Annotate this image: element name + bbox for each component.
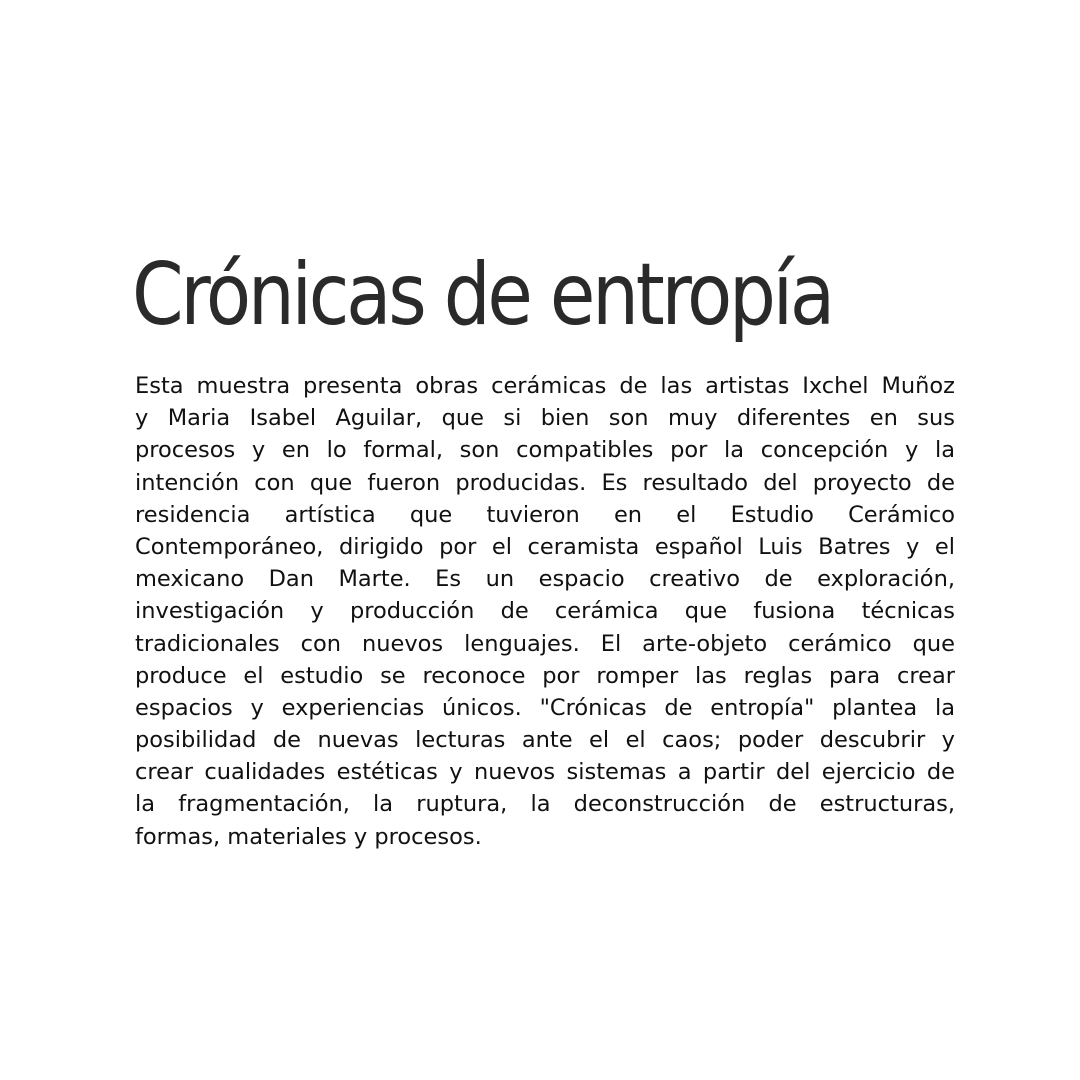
body-line: posibilidad de nuevas lecturas ante el el caos; poder descubrir y [135, 727, 955, 754]
body-line: investigación y producción de cerámica que fusiona técnicas [135, 598, 955, 625]
body-line: formas, materiales y procesos. [135, 823, 482, 850]
body-line: crear cualidades estéticas y nuevos sistemas a partir del ejercicio de [135, 759, 955, 786]
body-line: intención con que fueron producidas. Es resultado del proyecto de [135, 469, 955, 496]
body-line: Contemporáneo, dirigido por el ceramista español Luis Batres y el [135, 533, 955, 560]
body-line: procesos y en lo formal, son compatibles por la concepción y la [135, 437, 955, 464]
body-line: Esta muestra presenta obras cerámicas de las artistas Ixchel Muñoz [135, 373, 955, 399]
body-line: y Maria Isabel Aguilar, que si bien son muy diferentes en sus [135, 405, 955, 432]
body-line: tradicionales con nuevos lenguajes. El arte-objeto cerámico que [135, 630, 955, 657]
body-line: mexicano Dan Marte. Es un espacio creativo de exploración, [135, 566, 955, 593]
body-paragraph [135, 370, 955, 860]
body-line: residencia artística que tuvieron en el Estudio Cerámico [135, 501, 955, 528]
page-title: Crónicas de entropía [132, 245, 832, 345]
body-line: produce el estudio se reconoce por romper las reglas para crear [135, 662, 955, 689]
body-line: espacios y experiencias únicos. "Crónicas de entropía" plantea la [135, 694, 955, 721]
body-line: la fragmentación, la ruptura, la deconstrucción de estructuras, [135, 791, 955, 818]
